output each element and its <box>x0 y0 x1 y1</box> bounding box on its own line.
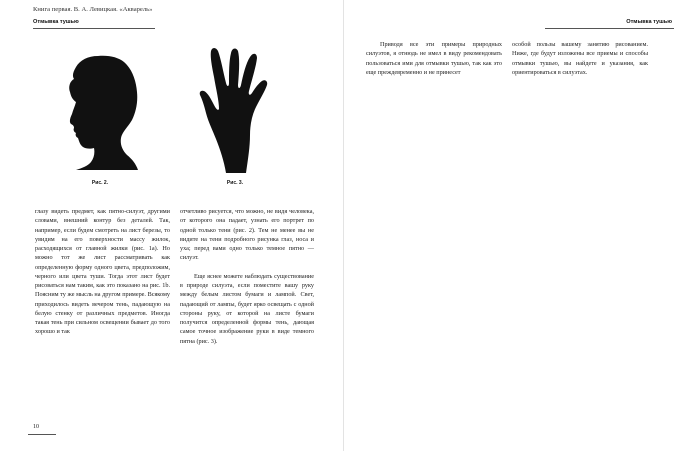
figure-3 <box>196 43 272 175</box>
figure-2-caption: Рис. 2. <box>91 180 109 186</box>
left-page-column-1 <box>35 207 170 337</box>
top-rule <box>33 28 155 29</box>
paragraph: отчетливо рисуется, что можно, не видя человека, от которого она падает, узнать его портрет по одной только тени (рис. 2). Тем не менее вы не видите на тени подробного рисунка глаз, носа и уха; перед вами одно только темное пятно — силуэт. <box>180 208 314 262</box>
paragraph: Еще яснее можете наблюдать существование в природе силуэта, если поместите вашу руку между белым листом бумаги и лампой. Свет, падающий от лампы, будет ярко освещать с одной стороны руку, от которой на листе бумаги получится определенной формы тень, дающая самое точное изображение руки в виде темного пятна (рис. 3). <box>180 272 314 345</box>
top-rule <box>545 28 674 29</box>
section-head: Отмывка тушью <box>33 19 79 25</box>
paragraph: глазу видеть предмет, как пятно-силуэт, другими словами, внешний контур без деталей. Так, например, если будем смотреть на лист березы, то увидим на его поверхности массу жилок, расходящихся от главной жилки (рис. 1а). Но можно тот же лист рассматривать как определенную форму одного цвета, предположим, черного или цвета туши. Тогда этот лист будет рисоваться нам таким, как это показано на рис. 1b. Поясним ту же мысль на другом примере. Всякому приходилось видеть вечером тень, падающую на белую стенку от различных предметов. Иногда такая тень при сильном освещении бывает до того хорошо и так <box>35 208 170 336</box>
figure-3-caption: Рис. 3. <box>226 180 244 186</box>
hand-silhouette-icon <box>196 43 272 175</box>
running-head: Книга первая. В. А. Левицкая. «Акварель» <box>33 6 153 13</box>
page-number: 10 <box>33 424 39 430</box>
left-page-column-2 <box>180 207 314 346</box>
right-page-column-2 <box>512 40 648 77</box>
figure-2 <box>58 52 142 172</box>
section-head: Отмывка тушью <box>626 19 672 25</box>
paragraph: Приводя все эти примеры природных силуэтов, я отнюдь не имел в виду рекомендовать пользоваться ими для отмывки тушью, так как это еще преждевременно и не принесет <box>366 41 502 76</box>
paragraph: особой пользы вашему занятию рисованием. Ниже, где будут изложены все приемы и способы отмывки тушью, вы найдете и указания, как ориентироваться в силуэтах. <box>512 41 648 76</box>
bottom-rule <box>28 434 56 435</box>
child-profile-silhouette-icon <box>58 52 142 172</box>
right-page <box>344 0 686 451</box>
right-page-column-1 <box>366 40 502 77</box>
